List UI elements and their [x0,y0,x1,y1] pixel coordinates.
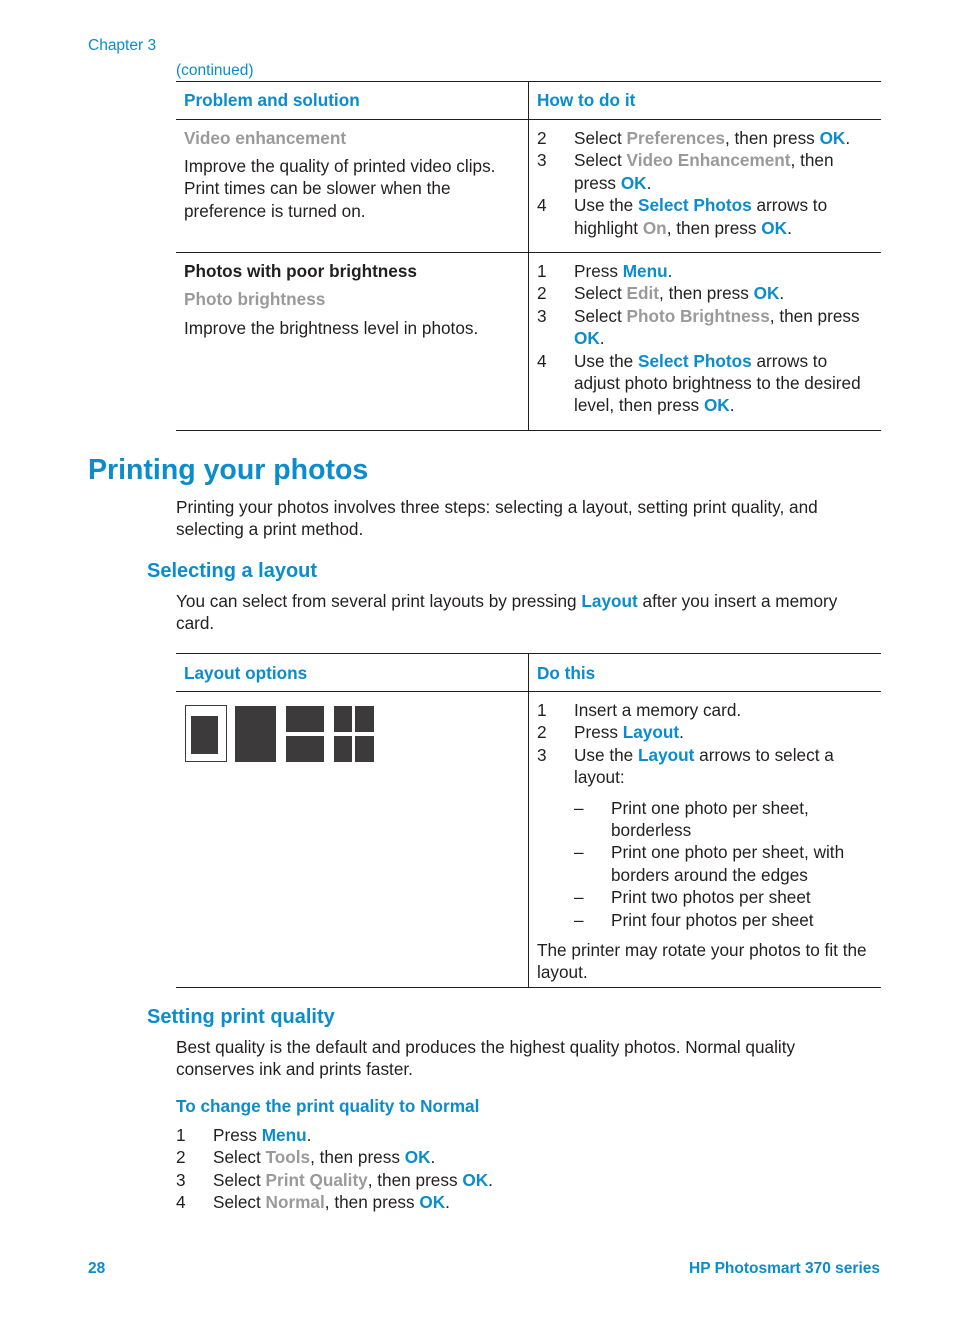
step-item [537,350,872,417]
text-run: . [599,328,605,349]
layout-steps [537,699,872,789]
ui-term-gray: Print Quality [265,1169,368,1190]
text-run: Select [213,1147,266,1168]
ui-term-blue: Select Photos [638,195,752,216]
step-item [537,721,872,743]
text-run: Press [574,722,623,743]
ui-term-gray: Photo Brightness [626,305,770,326]
quality-steps [176,1124,776,1214]
text-run: arrows to adjust photo brightness to the desired level, then press [574,350,861,416]
ui-term-blue: Layout [638,744,695,765]
text-run: Use the [574,744,639,765]
text-run: Press [213,1125,262,1145]
layout-table-header-options: Layout options [184,663,308,683]
text-run: Use the [574,350,639,371]
ui-term-blue: OK [620,172,647,193]
step-number: 4 [537,350,547,371]
step-number: 2 [537,128,547,148]
dash-bullet: – [574,887,584,908]
text-run: Press [574,261,623,281]
text-run: , then press [769,305,860,326]
ui-term-blue: OK [574,328,600,349]
layout-four-up-icon [334,706,374,762]
video-enhancement-steps [537,127,872,239]
text-run: You can select from several print layouts by pressing [176,591,582,611]
text-run: Select [574,128,627,148]
layout-table-rule-bottom [176,987,881,988]
step-item [537,260,872,282]
layout-table-column-divider [528,653,529,988]
text-run: . [430,1147,436,1168]
problem-poor-brightness: Photos with poor brightness [184,261,417,281]
ui-term-blue: OK [753,283,780,304]
text-run: Select [213,1192,266,1213]
text-run: Select [213,1169,266,1190]
ui-term-blue: Layout [622,722,680,743]
layout-option-text: Print one photo per sheet, borderless [611,797,809,841]
text-run: , then press [666,217,762,238]
layout-option [574,909,872,931]
layout-icons [185,705,375,763]
procedure-heading: To change the print quality to Normal [176,1096,480,1116]
text-run: Use the [574,195,639,216]
step-number: 1 [537,261,547,281]
step-number: 3 [176,1169,186,1190]
layout-option [574,797,872,842]
photo-brightness-steps [537,260,872,417]
ui-term-blue: OK [703,395,730,416]
layout-note: The printer may rotate your photos to fit the layout. [537,940,867,983]
text-run: . [729,395,735,416]
layout-intro [176,590,866,635]
continued-label: (continued) [176,62,254,79]
ui-term-blue: OK [761,217,788,238]
text-run: . [779,283,785,304]
step-number: 3 [537,305,547,326]
step-number: 1 [176,1125,186,1145]
text-run: . [679,722,684,743]
text-run: . [845,128,851,148]
text-run: , then press [724,128,820,148]
step-item [537,744,872,789]
setting-photo-brightness: Photo brightness [184,289,326,309]
step-item [537,149,872,194]
ui-term-blue: OK [404,1147,431,1168]
step-item [537,305,872,350]
layout-option-text: Print four photos per sheet [611,909,814,930]
text-run: arrows to highlight [574,195,828,238]
dash-bullet: – [574,909,584,930]
section-title: Printing your photos [88,454,369,486]
ui-term-blue: Select Photos [638,350,752,371]
layout-heading: Selecting a layout [147,560,318,582]
layout-option-list [574,797,872,931]
dash-bullet: – [574,797,584,818]
step-item [537,282,872,304]
text-run: Select [574,283,627,304]
step-number: 4 [176,1192,186,1213]
step-number: 2 [537,722,547,743]
ui-term-gray: On [642,217,667,238]
text-run: , then press [574,150,834,193]
step-number: 4 [537,195,547,216]
text-run: , then press [324,1192,420,1213]
ui-term-blue: OK [462,1169,489,1190]
quality-intro: Best quality is the default and produces the highest quality photos. Normal quality conserves ink and prints faster. [176,1037,796,1080]
text-run: , then press [310,1147,405,1168]
page-number: 28 [88,1260,106,1277]
step-item [176,1146,776,1168]
table-rule-bottom [176,430,881,431]
ui-term-gray: Tools [265,1147,311,1168]
step-item [176,1169,776,1191]
layout-option [574,841,872,886]
text-run: arrows to select a layout: [574,744,834,788]
text-run: . [306,1125,312,1145]
setting-video-enhancement: Video enhancement [184,128,347,148]
text-run: . [445,1192,450,1213]
layout-borderless-icon [235,706,276,762]
step-number: 1 [537,700,547,720]
text-run: , then press [367,1169,463,1190]
ui-term-blue: Menu [261,1125,307,1145]
step-item [537,699,872,721]
table-header-problem: Problem and solution [184,90,360,110]
text-run: Select [574,150,627,171]
layout-instructions [537,699,872,984]
step-item [176,1191,776,1213]
text-run: . [646,172,652,193]
ui-term-blue: Menu [622,261,668,281]
layout-option-text: Print two photos per sheet [611,887,811,908]
product-name: HP Photosmart 370 series [689,1260,880,1277]
text-run: after you insert a memory card. [176,591,838,634]
step-item [176,1124,776,1146]
layout-option [574,886,872,908]
photo-brightness-description: Improve the brightness level in photos. [184,318,479,338]
ui-term-gray: Preferences [626,128,725,148]
text-run: , then press [659,283,754,304]
layout-bordered-icon [186,706,227,762]
table-header-how: How to do it [537,90,636,110]
step-number: 3 [537,150,547,171]
video-enhancement-description: Improve the quality of printed video clips. Print times can be slower when the preference is turned on. [184,156,496,221]
layout-two-up-icon [286,706,324,762]
table-rule-row [176,252,881,253]
text-run: . [787,217,792,238]
step-number: 3 [537,744,547,765]
ui-term-blue: OK [819,128,846,148]
ui-term-blue: OK [419,1192,446,1213]
text-run: . [667,261,673,281]
text-run: Insert a memory card. [574,700,742,720]
dash-bullet: – [574,842,584,863]
layout-table-header-do-this: Do this [537,663,596,683]
text-run: . [488,1169,493,1190]
ui-term-gray: Normal [265,1192,325,1213]
chapter-label: Chapter 3 [88,37,157,54]
table-column-divider [528,81,529,430]
quality-heading: Setting print quality [147,1006,335,1028]
layout-option-text: Print one photo per sheet, with borders around the edges [611,842,845,885]
step-number: 2 [537,283,547,304]
text-run: Select [574,305,627,326]
section-intro: Printing your photos involves three steps: selecting a layout, setting print quality, and selecting a print method. [176,497,818,540]
ui-term-blue: Layout [581,591,638,611]
step-item [537,194,872,239]
ui-term-gray: Edit [626,283,660,304]
step-item [537,127,872,149]
ui-term-gray: Video Enhancement [626,150,791,171]
step-number: 2 [176,1147,186,1168]
